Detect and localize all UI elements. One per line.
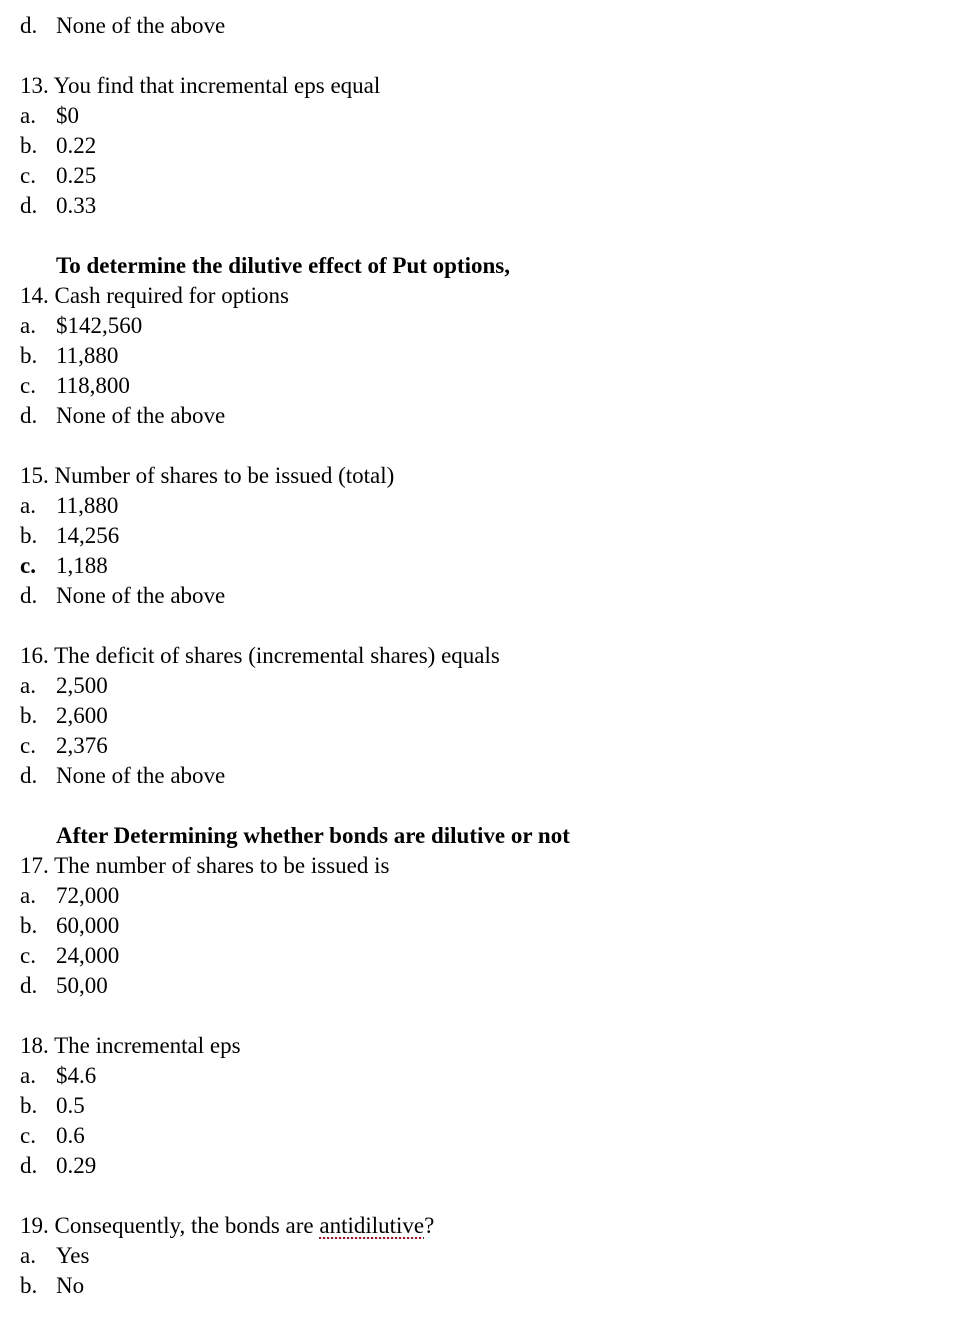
option-letter: c.: [20, 373, 36, 398]
q18-option-a: [20, 1061, 96, 1091]
option-text: None of the above: [56, 13, 226, 38]
option-text: 0.5: [56, 1093, 85, 1118]
option-text: 24,000: [56, 943, 120, 968]
option-text: 14,256: [56, 523, 120, 548]
option-text: 0.29: [56, 1153, 97, 1178]
q15-option-a: [20, 491, 118, 521]
question-16: 16. The deficit of shares (incremental shares) equals: [20, 643, 500, 668]
option-text: None of the above: [56, 403, 226, 428]
q16-option-a: [20, 671, 108, 701]
option-text: None of the above: [56, 583, 226, 608]
option-letter: a.: [20, 313, 36, 338]
question-15: 15. Number of shares to be issued (total): [20, 463, 395, 488]
q18-option-c: [20, 1121, 85, 1151]
option-letter: b.: [20, 703, 38, 728]
option-letter: c.: [20, 1123, 36, 1148]
option-letter: b.: [20, 133, 38, 158]
option-text: 1,188: [56, 553, 108, 578]
q19-option-a: [20, 1241, 89, 1271]
option-text: $0: [56, 103, 79, 128]
option-text: $142,560: [56, 313, 143, 338]
option-text: $4.6: [56, 1063, 97, 1088]
option-letter: d.: [20, 403, 38, 428]
question-prefix: 19. Consequently, the bonds are: [20, 1213, 320, 1238]
option-letter: b.: [20, 523, 38, 548]
option-text: 11,880: [56, 343, 119, 368]
q15-option-c: [20, 551, 108, 581]
q17-option-d: [20, 971, 108, 1001]
option-letter: a.: [20, 1243, 36, 1268]
option-letter: d.: [20, 763, 38, 788]
q17-option-b: [20, 911, 119, 941]
q16-option-c: [20, 731, 108, 761]
q16-option-b: [20, 701, 108, 731]
question-17: 17. The number of shares to be issued is: [20, 853, 390, 878]
option-letter: b.: [20, 1273, 38, 1298]
option-text: 0.33: [56, 193, 97, 218]
option-letter: a.: [20, 883, 36, 908]
option-text: 0.6: [56, 1123, 85, 1148]
option-letter: c.: [20, 733, 36, 758]
option-letter: a.: [20, 1063, 36, 1088]
q17-option-c: [20, 941, 119, 971]
option-text: 118,800: [56, 373, 130, 398]
option-letter: c.: [20, 163, 36, 188]
q13-option-d: [20, 191, 96, 221]
q18-option-b: [20, 1091, 85, 1121]
option-letter: d.: [20, 973, 38, 998]
option-text: 50,00: [56, 973, 108, 998]
q15-option-d: [20, 581, 225, 611]
option-text: 11,880: [56, 493, 119, 518]
option-letter: d.: [20, 13, 38, 38]
option-text: 2,600: [56, 703, 108, 728]
option-letter: d.: [20, 193, 38, 218]
option-letter: a.: [20, 493, 36, 518]
q16-option-d: [20, 761, 225, 791]
option-text: 0.25: [56, 163, 97, 188]
option-letter: c.: [20, 553, 36, 578]
q18-option-d: [20, 1151, 96, 1181]
option-text: 72,000: [56, 883, 120, 908]
option-letter: d.: [20, 583, 38, 608]
section-heading-put-options: To determine the dilutive effect of Put options,: [56, 253, 510, 278]
q13-option-a: [20, 101, 79, 131]
option-text: No: [56, 1273, 85, 1298]
question-14: 14. Cash required for options: [20, 283, 289, 308]
option-text: Yes: [56, 1243, 90, 1268]
option-text: 60,000: [56, 913, 120, 938]
q13-option-b: [20, 131, 96, 161]
q14-option-c: [20, 371, 130, 401]
question-suffix: ?: [424, 1213, 435, 1238]
question-18: 18. The incremental eps: [20, 1033, 241, 1058]
section-heading-bonds: After Determining whether bonds are dilutive or not: [56, 823, 570, 848]
q13-option-c: [20, 161, 96, 191]
option-text: 2,500: [56, 673, 108, 698]
option-text: 2,376: [56, 733, 108, 758]
option-letter: b.: [20, 1093, 38, 1118]
option-letter: b.: [20, 913, 38, 938]
question-19: [20, 1211, 434, 1241]
q14-option-d: [20, 401, 225, 431]
q14-option-b: [20, 341, 118, 371]
option-letter: c.: [20, 943, 36, 968]
q15-option-b: [20, 521, 119, 551]
q19-option-b: [20, 1271, 84, 1301]
option-letter: a.: [20, 673, 36, 698]
option-letter: a.: [20, 103, 36, 128]
prev-option-d: [20, 11, 225, 41]
option-text: None of the above: [56, 763, 226, 788]
option-letter: d.: [20, 1153, 38, 1178]
q17-option-a: [20, 881, 119, 911]
misspelled-word[interactable]: antidilutive: [319, 1213, 425, 1238]
option-text: 0.22: [56, 133, 97, 158]
q14-option-a: [20, 311, 142, 341]
option-letter: b.: [20, 343, 38, 368]
question-13: 13. You find that incremental eps equal: [20, 73, 381, 98]
